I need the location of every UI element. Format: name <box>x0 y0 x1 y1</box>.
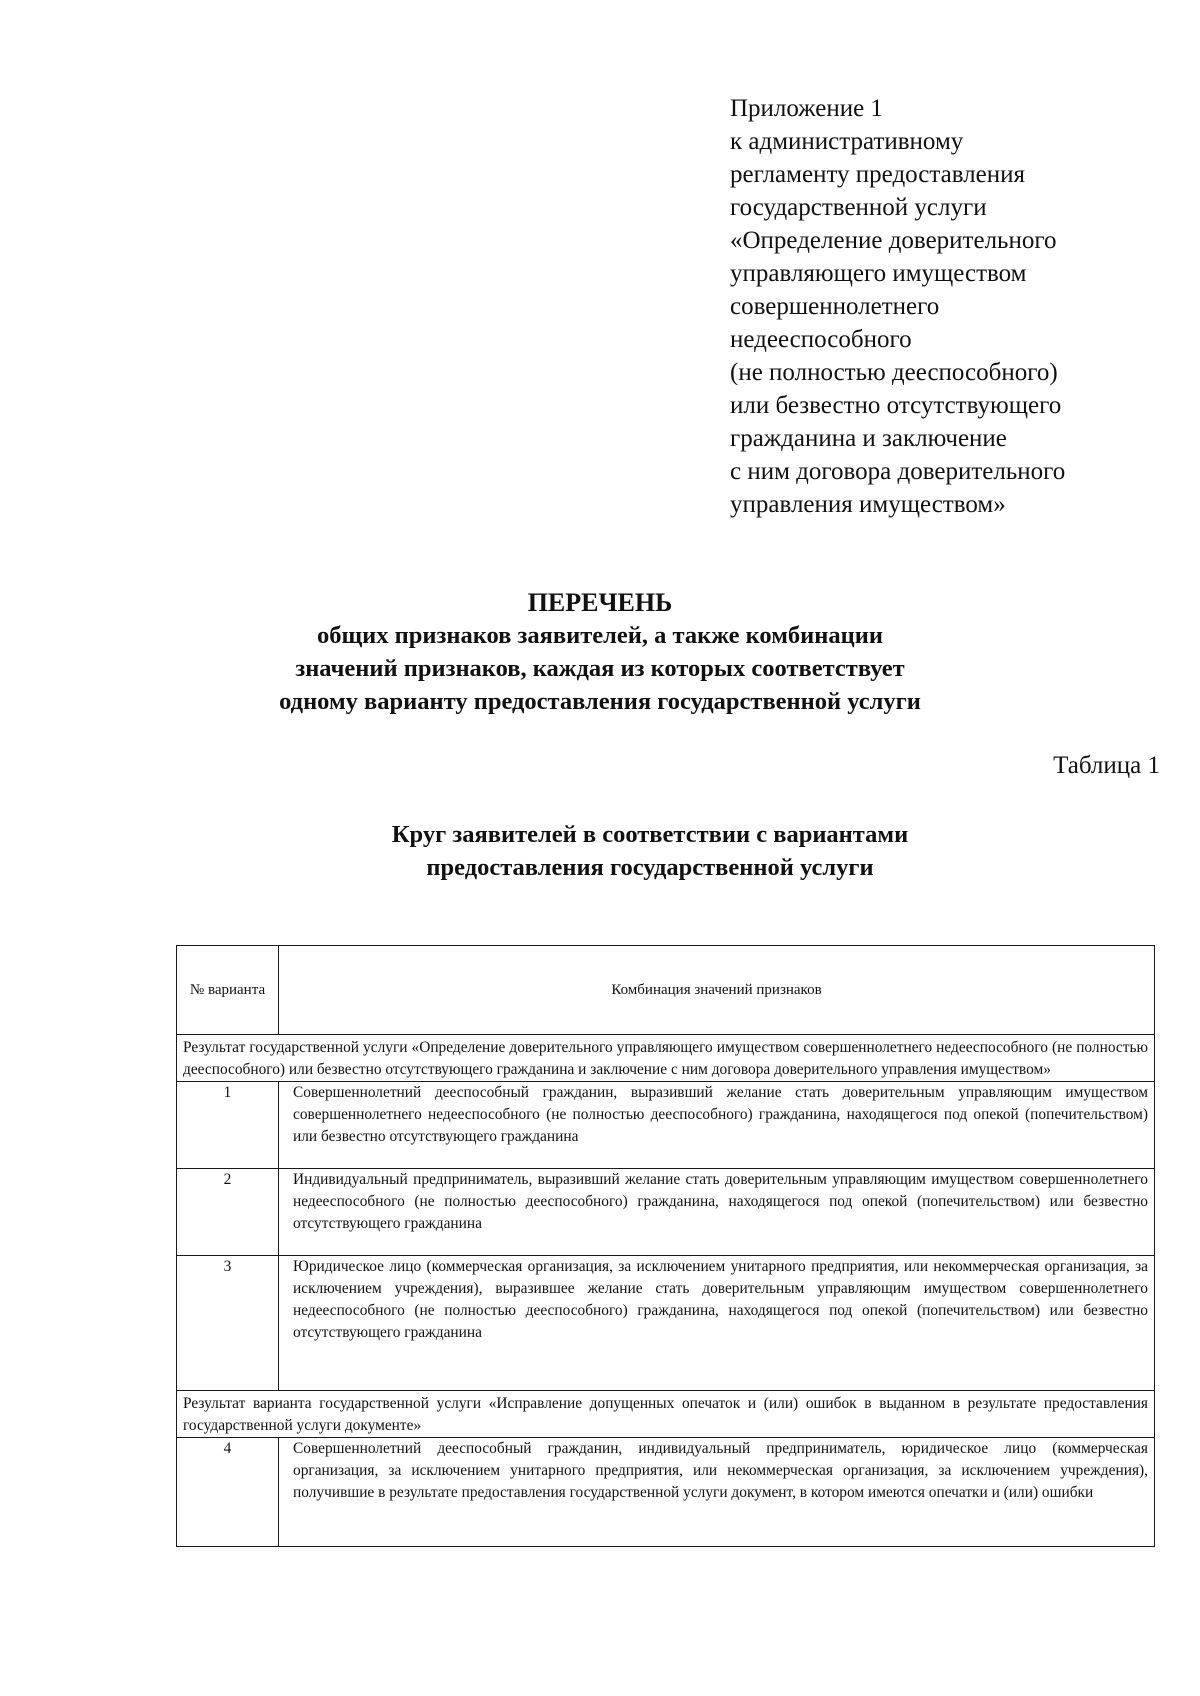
document-subtitle-line: общих признаков заявителей, а также комбинации <box>317 622 883 649</box>
document-heading: ПЕРЕЧЕНЬ <box>527 588 673 617</box>
appendix-line: управляющего имуществом <box>730 260 1027 287</box>
section-row <box>177 1391 1155 1438</box>
header-variant-number: № варианта <box>177 946 279 1035</box>
section-title: Результат варианта государственной услуги «Исправление допущенных опечаток и (или) ошибок в выданном в результате предоставления государственной услуги документе» <box>177 1391 1155 1438</box>
appendix-line: (не полностью дееспособного) <box>730 359 1058 386</box>
appendix-line: с ним договора доверительного <box>730 458 1066 485</box>
table-title <box>200 818 1100 884</box>
appendix-line: «Определение доверительного <box>730 227 1057 254</box>
variant-number: 4 <box>177 1438 279 1547</box>
document-subtitle-line: одному варианту предоставления государственной услуги <box>279 688 921 715</box>
table-number: Таблица 1 <box>1053 752 1160 779</box>
variant-description: Совершеннолетний дееспособный гражданин, выразивший желание стать доверительным управляющим имуществом совершеннолетнего недееспособного (не полностью дееспособного) гражданина, находящегося под опекой (попечительством) или безвестно отсутствующего гражданина <box>279 1082 1155 1169</box>
variant-number: 3 <box>177 1256 279 1391</box>
document-subtitle-line: значений признаков, каждая из которых соответствует <box>295 655 905 682</box>
variant-description: Совершеннолетний дееспособный гражданин, индивидуальный предприниматель, юридическое лицо (коммерческая организация, за исключением унитарного предприятия, или некоммерческая организация, за исключением учреждения), получившие в результате предоставления государственной услуги документ, в котором имеются опечатки и (или) ошибки <box>279 1438 1155 1547</box>
variant-number: 1 <box>177 1082 279 1169</box>
appendix-line: государственной услуги <box>730 194 987 221</box>
variant-description: Индивидуальный предприниматель, выразивший желание стать доверительным управляющим имуществом совершеннолетнего недееспособного (не полностью дееспособного) гражданина, находящегося под опекой (попечительством) или безвестно отсутствующего гражданина <box>279 1169 1155 1256</box>
appendix-line: гражданина и заключение <box>730 425 1007 452</box>
appendix-line: регламенту предоставления <box>730 161 1026 188</box>
section-title: Результат государственной услуги «Определение доверительного управляющего имуществом совершеннолетнего недееспособного (не полностью дееспособного) или безвестно отсутствующего гражданина и заключение с ним договора доверительного управления имуществом» <box>177 1035 1155 1082</box>
header-combination: Комбинация значений признаков <box>279 946 1155 1035</box>
section-row <box>177 1035 1155 1082</box>
table-title-line: Круг заявителей в соответствии с вариантами <box>391 821 909 848</box>
appendix-line: Приложение 1 <box>730 95 883 122</box>
appendix-line: управления имуществом» <box>730 491 1006 518</box>
appendix-line: совершеннолетнего <box>730 293 940 320</box>
appendix-line: к административному <box>730 128 964 155</box>
table-row <box>177 1169 1155 1256</box>
appendix-reference <box>730 92 1170 521</box>
appendix-line: или безвестно отсутствующего <box>730 392 1062 419</box>
table-header-row <box>177 946 1155 1035</box>
document-title <box>100 586 1100 718</box>
variant-number: 2 <box>177 1169 279 1256</box>
table-title-line: предоставления государственной услуги <box>426 854 874 881</box>
table-row <box>177 1256 1155 1391</box>
appendix-line: недееспособного <box>730 326 912 353</box>
table-row <box>177 1082 1155 1169</box>
variants-table <box>176 945 1155 1547</box>
variant-description: Юридическое лицо (коммерческая организация, за исключением унитарного предприятия, или некоммерческая организация, за исключением учреждения), выразившее желание стать доверительным управляющим имуществом совершеннолетнего недееспособного (не полностью дееспособного) гражданина, находящегося под опекой (попечительством) или безвестно отсутствующего гражданина <box>279 1256 1155 1391</box>
table-row <box>177 1438 1155 1547</box>
